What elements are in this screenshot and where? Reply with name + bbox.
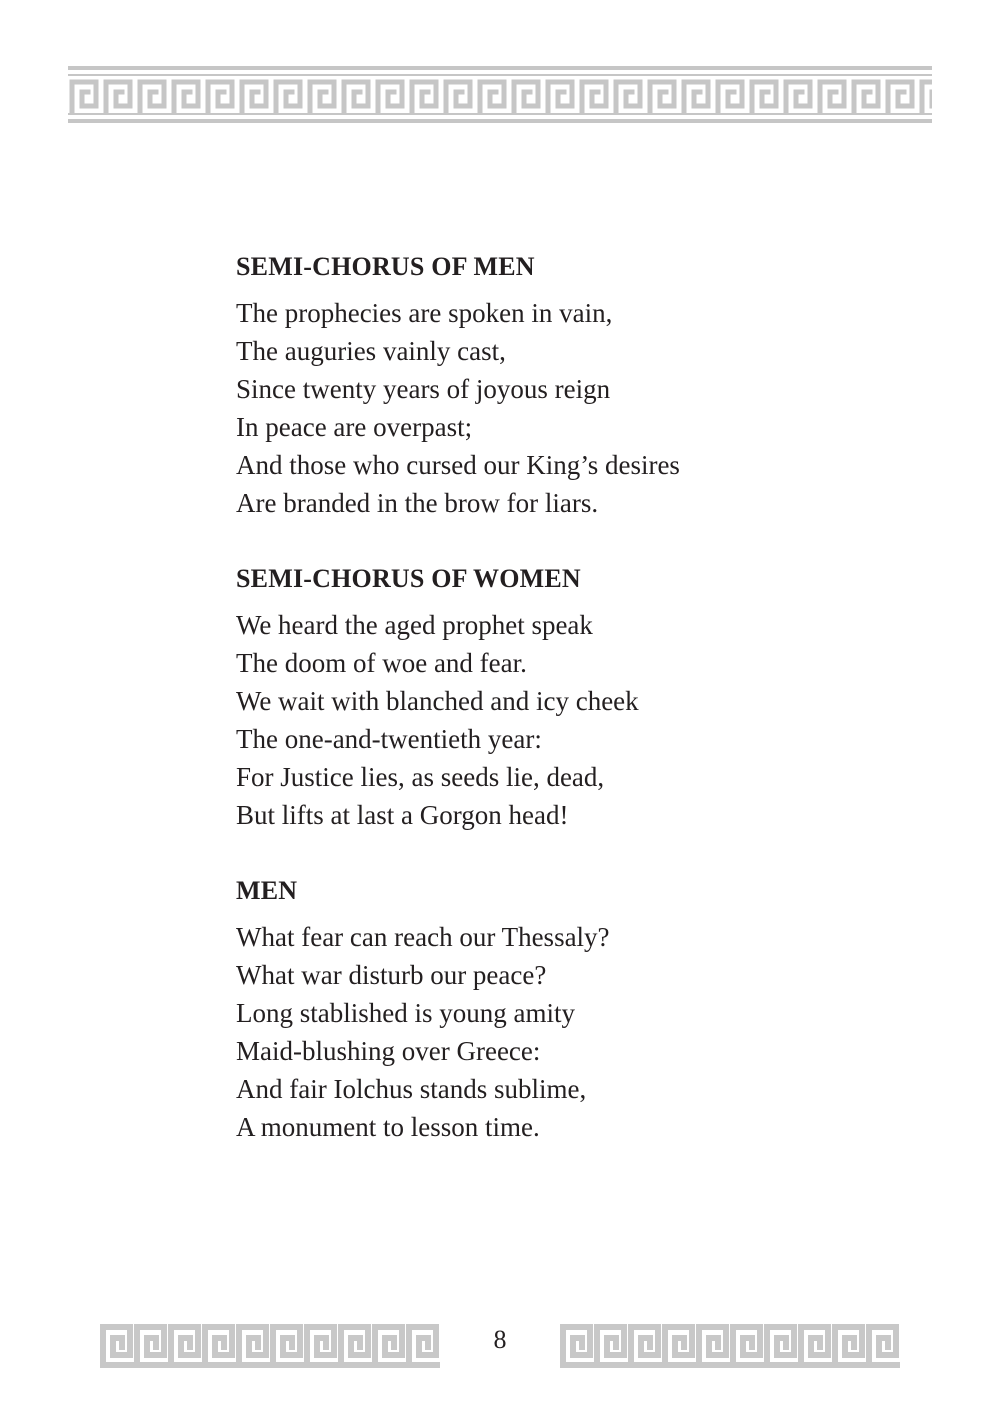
speaker-heading: SEMI-CHORUS OF MEN bbox=[236, 252, 535, 281]
verse-line: The prophecies are spoken in vain, bbox=[236, 298, 613, 328]
verse-line: Are branded in the brow for liars. bbox=[236, 488, 599, 518]
verse-line: What fear can reach our Thessaly? bbox=[236, 922, 610, 952]
verse-line: In peace are overpast; bbox=[236, 412, 473, 442]
verse-line: Since twenty years of joyous reign bbox=[236, 374, 611, 404]
verse-line: We wait with blanched and icy cheek bbox=[236, 686, 639, 716]
verse-line: The doom of woe and fear. bbox=[236, 648, 527, 678]
verse-line: A monument to lesson time. bbox=[236, 1112, 540, 1142]
stanza bbox=[236, 874, 796, 1146]
poem-body bbox=[236, 250, 796, 1146]
verse-line: For Justice lies, as seeds lie, dead, bbox=[236, 762, 605, 792]
greek-key-footer-right bbox=[560, 1322, 900, 1368]
greek-key-footer-left bbox=[100, 1322, 440, 1368]
greek-key-top-border bbox=[68, 66, 932, 123]
verse-line: And fair Iolchus stands sublime, bbox=[236, 1074, 587, 1104]
verse-line: Long stablished is young amity bbox=[236, 998, 575, 1028]
page-number: 8 bbox=[493, 1325, 507, 1354]
stanza bbox=[236, 250, 796, 522]
verse-line: But lifts at last a Gorgon head! bbox=[236, 800, 569, 830]
verse-line: And those who cursed our King’s desires bbox=[236, 450, 680, 480]
verse-line: The one-and-twentieth year: bbox=[236, 724, 542, 754]
speaker-heading: SEMI-CHORUS OF WOMEN bbox=[236, 564, 581, 593]
stanza bbox=[236, 562, 796, 834]
verse-line: We heard the aged prophet speak bbox=[236, 610, 593, 640]
verse-line: Maid-blushing over Greece: bbox=[236, 1036, 541, 1066]
verse-line: The auguries vainly cast, bbox=[236, 336, 506, 366]
speaker-heading: MEN bbox=[236, 876, 298, 905]
verse-line: What war disturb our peace? bbox=[236, 960, 547, 990]
